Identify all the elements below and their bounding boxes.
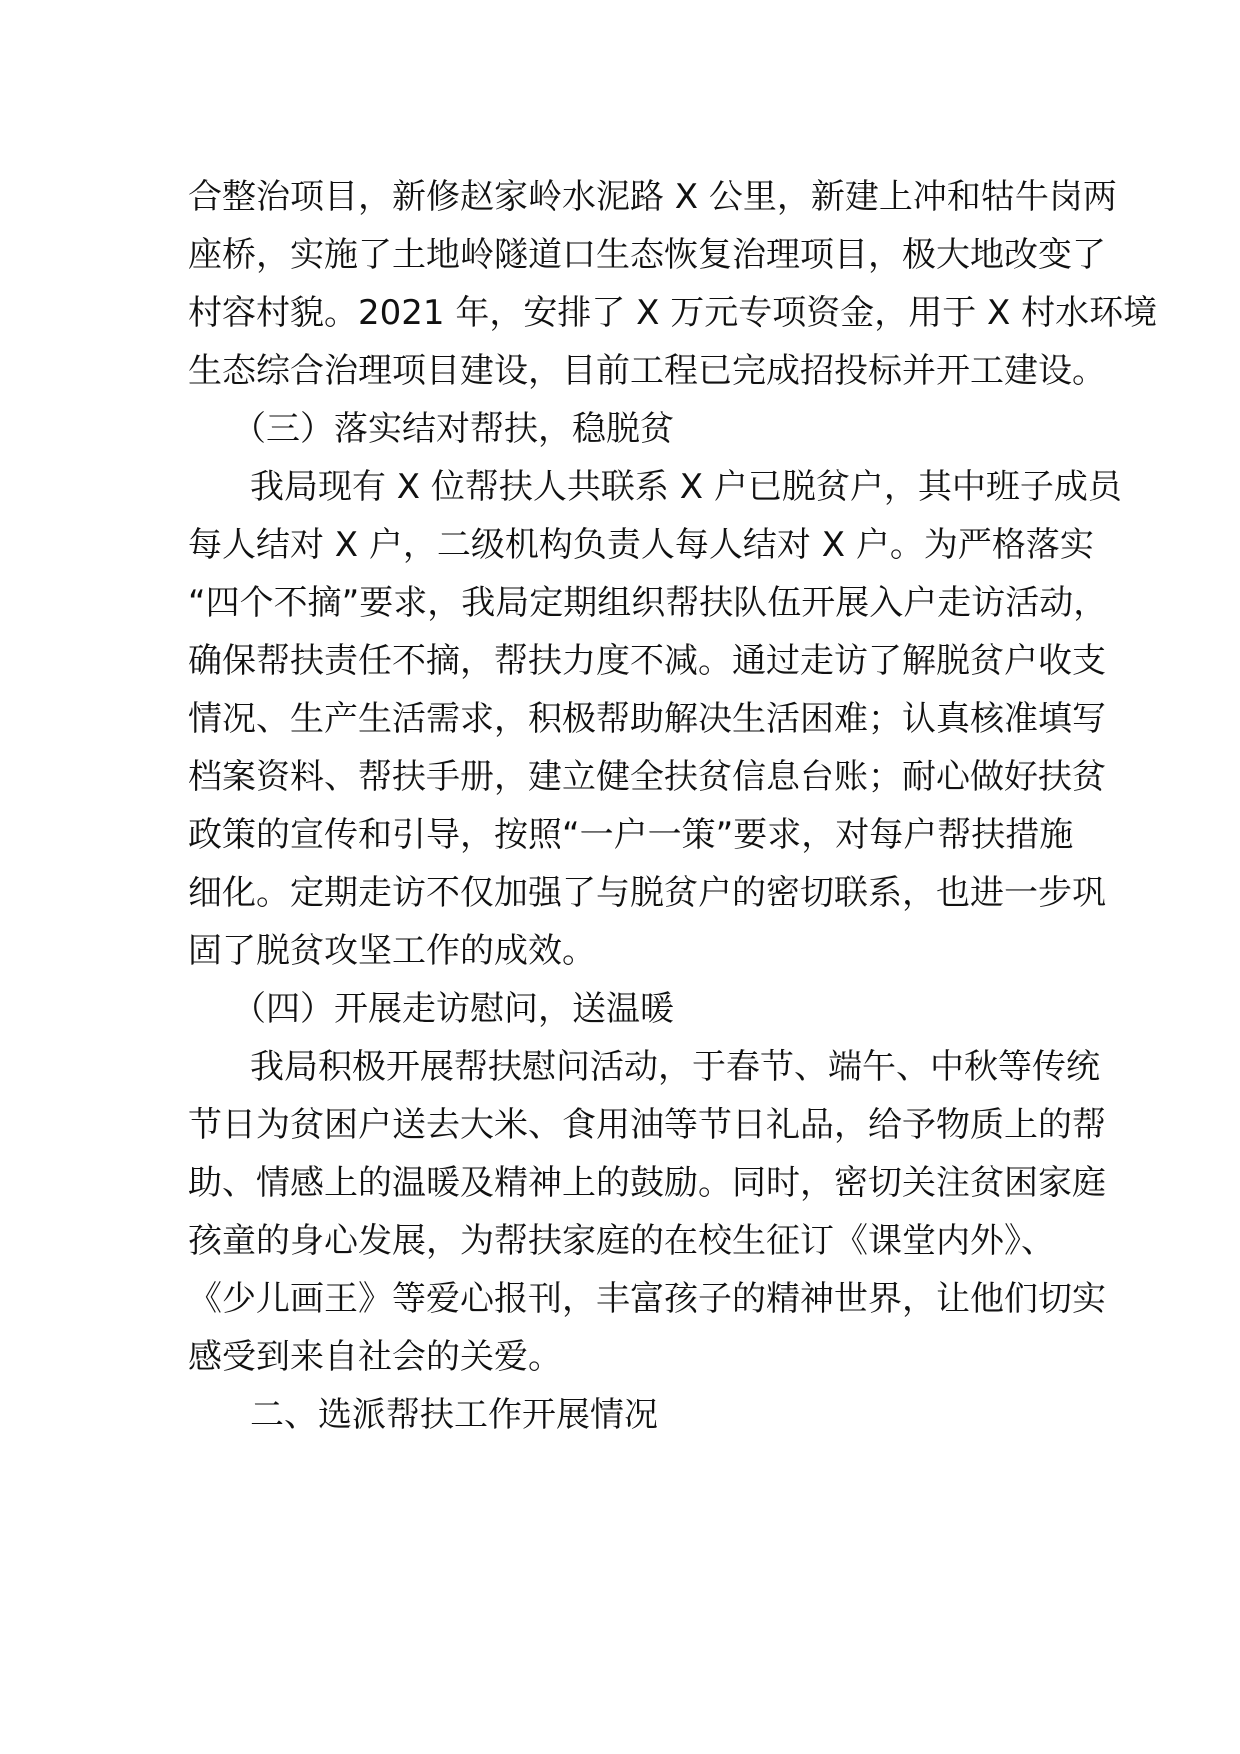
body-line: “四个不摘”要求，我局定期组织帮扶队伍开展入户走访活动，	[188, 583, 1108, 623]
paragraph-first-line: 我局现有 X 位帮扶人共联系 X 户已脱贫户，其中班子成员	[250, 467, 1122, 507]
body-line: 合整治项目，新修赵家岭水泥路 X 公里，新建上冲和牯牛岗两	[188, 177, 1117, 217]
body-line: 《少儿画王》等爱心报刊，丰富孩子的精神世界，让他们切实	[188, 1279, 1106, 1319]
body-line: 座桥，实施了土地岭隧道口生态恢复治理项目，极大地改变了	[188, 235, 1106, 275]
body-line: 情况、生产生活需求，积极帮助解决生活困难；认真核准填写	[188, 699, 1106, 739]
body-line: 村容村貌。2021 年，安排了 X 万元专项资金，用于 X 村水环境	[188, 293, 1158, 333]
section-heading: （四）开展走访慰问，送温暖	[232, 989, 674, 1029]
body-line: 细化。定期走访不仅加强了与脱贫户的密切联系，也进一步巩	[188, 873, 1106, 913]
body-line: 政策的宣传和引导，按照“一户一策”要求，对每户帮扶措施	[188, 815, 1074, 855]
body-line: 生态综合治理项目建设，目前工程已完成招投标并开工建设。	[188, 351, 1106, 391]
body-line: 节日为贫困户送去大米、食用油等节日礼品，给予物质上的帮	[188, 1105, 1106, 1145]
body-line: 孩童的身心发展，为帮扶家庭的在校生征订《课堂内外》、	[188, 1221, 1055, 1261]
body-line: 档案资料、帮扶手册，建立健全扶贫信息台账；耐心做好扶贫	[188, 757, 1106, 797]
body-line: 确保帮扶责任不摘，帮扶力度不减。通过走访了解脱贫户收支	[188, 641, 1106, 681]
paragraph-first-line: 我局积极开展帮扶慰问活动，于春节、端午、中秋等传统	[250, 1047, 1100, 1087]
body-line: 助、情感上的温暖及精神上的鼓励。同时，密切关注贫困家庭	[188, 1163, 1106, 1203]
section-heading: （三）落实结对帮扶，稳脱贫	[232, 409, 674, 449]
body-line: 每人结对 X 户，二级机构负责人每人结对 X 户。为严格落实	[188, 525, 1094, 565]
chapter-heading: 二、选派帮扶工作开展情况	[250, 1395, 658, 1435]
body-line: 感受到来自社会的关爱。	[188, 1337, 562, 1377]
body-line: 固了脱贫攻坚工作的成效。	[188, 931, 596, 971]
